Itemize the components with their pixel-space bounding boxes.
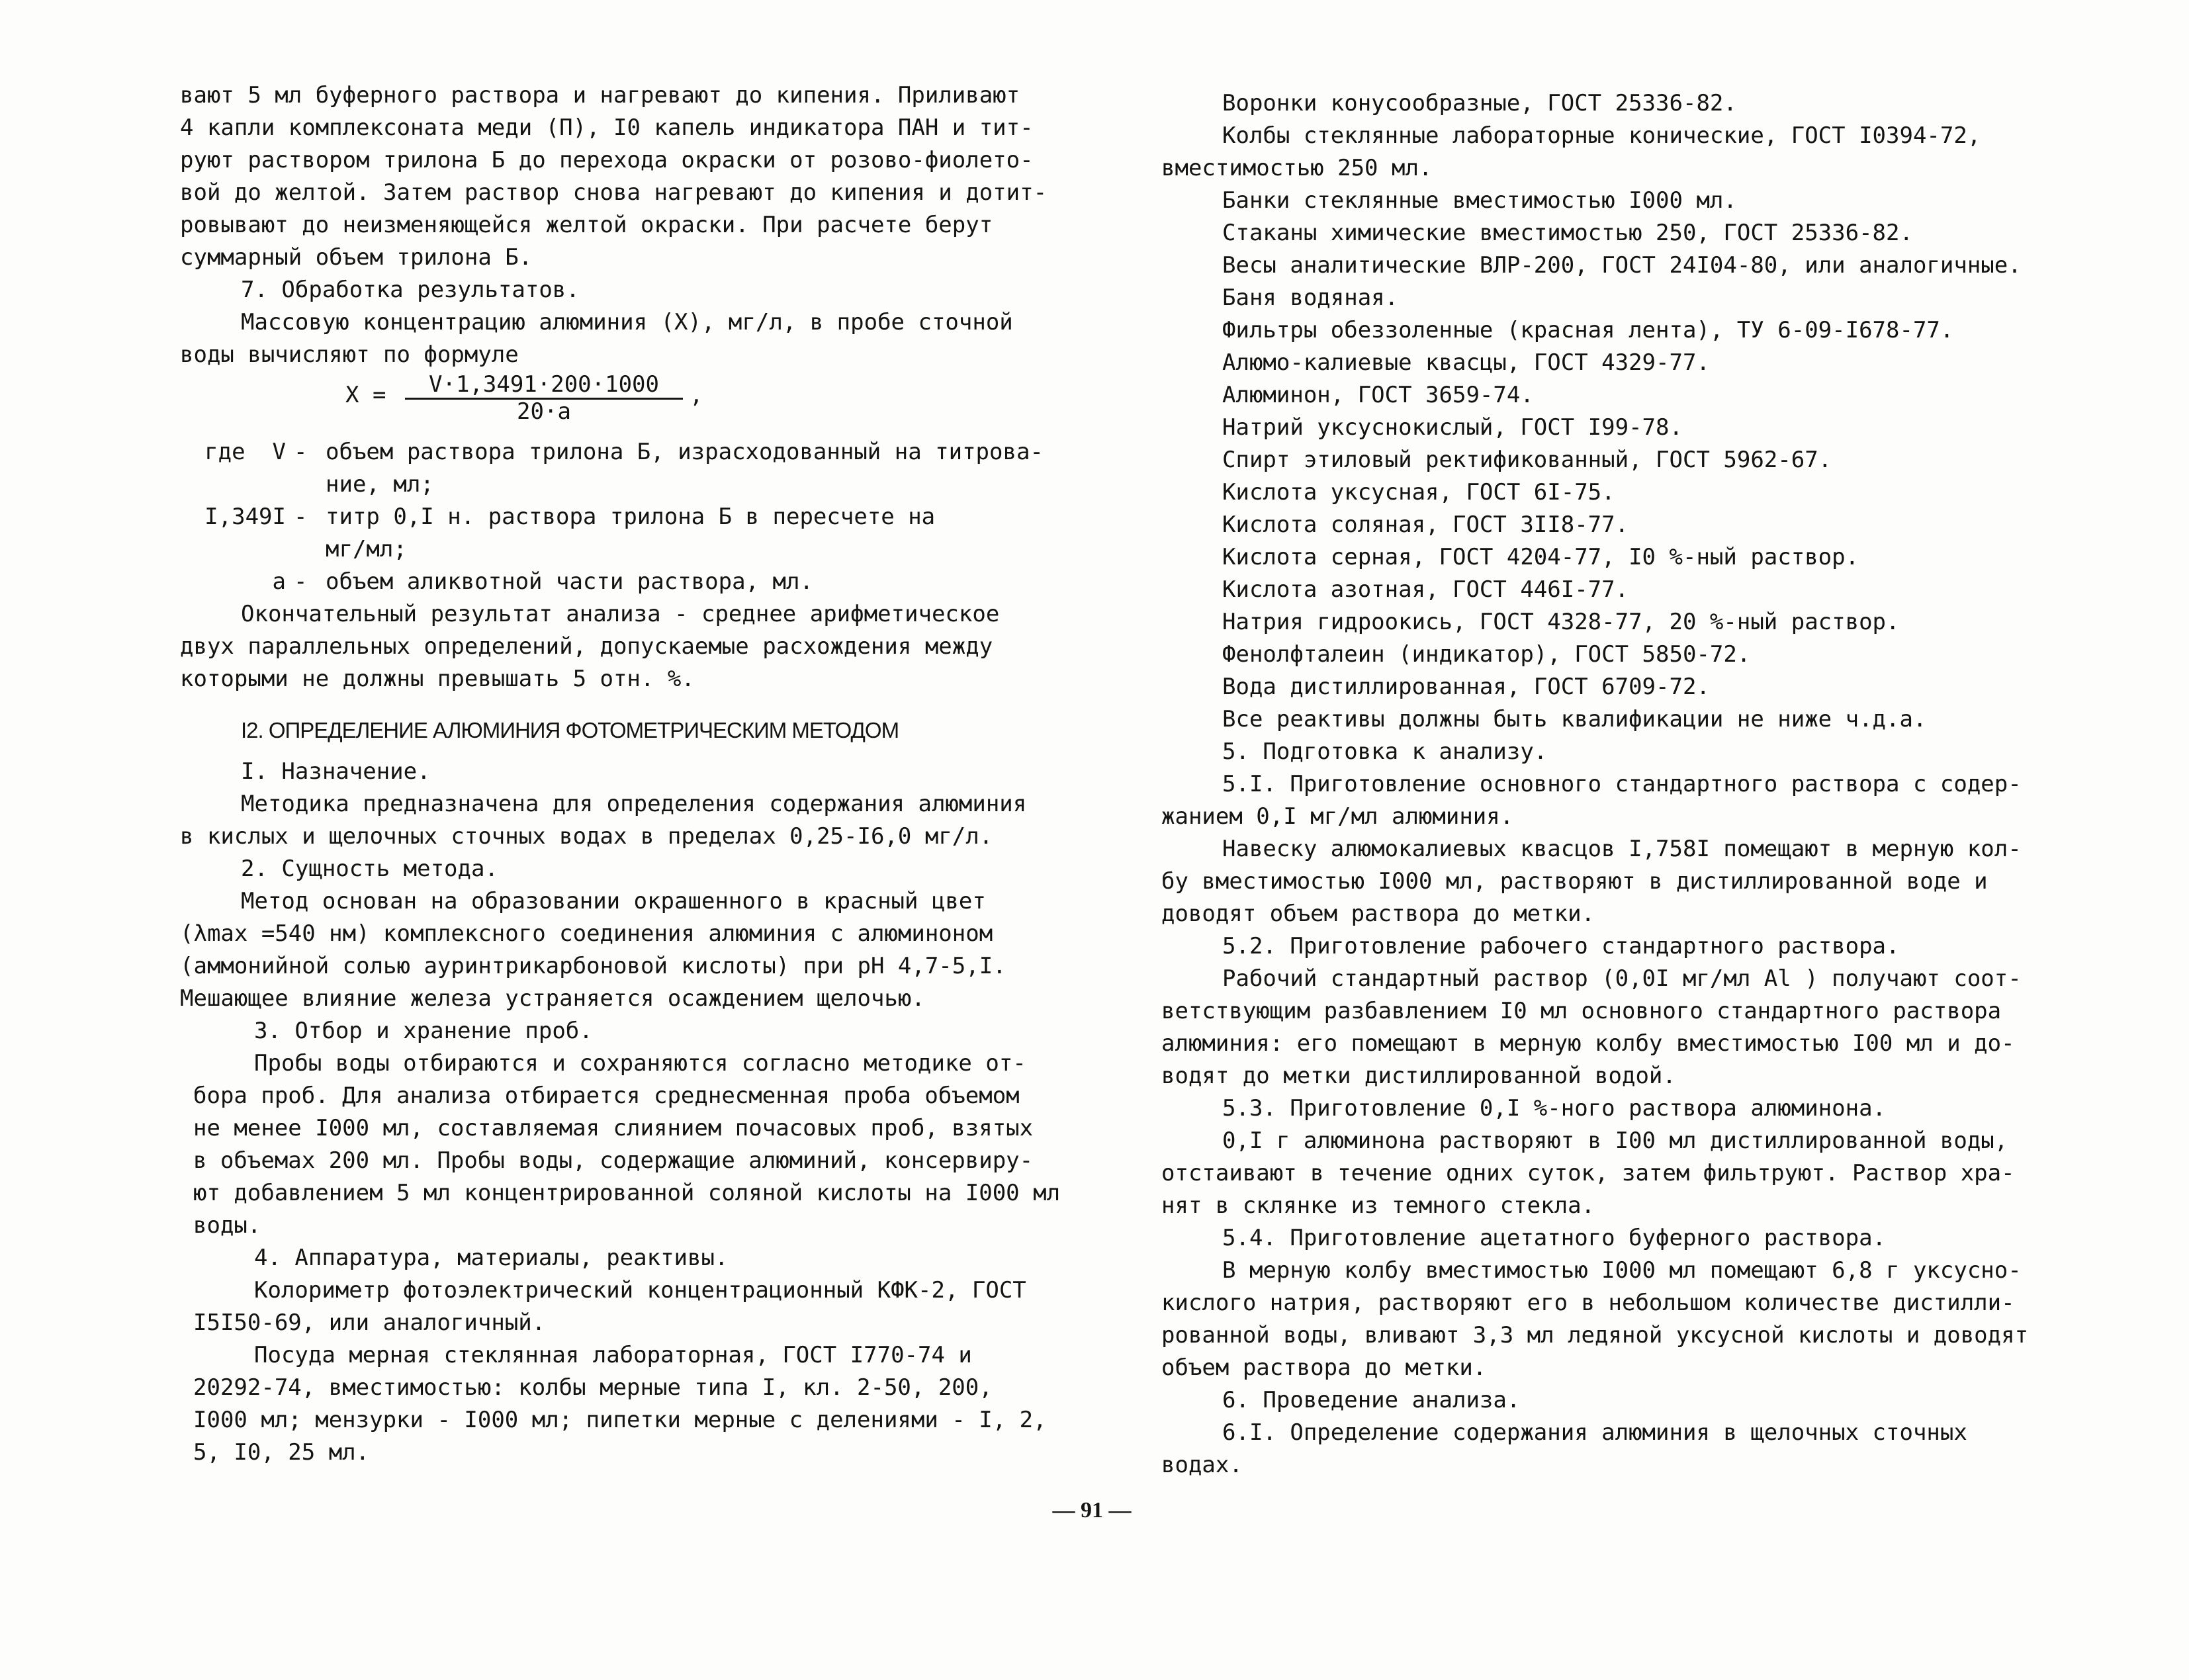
text-line: двух параллельных определений, допускаемые расхождения между: [180, 633, 993, 660]
chapter-heading: I2. ОПРЕДЕЛЕНИЕ АЛЮМИНИЯ ФОТОМЕТРИЧЕСКИМ МЕТОДОМ: [241, 718, 899, 742]
text-line: (λmax =540 нм) комплексного соединения алюминия с алюминоном: [180, 920, 993, 947]
legend-cont-text: мг/мл;: [326, 536, 407, 562]
text-line: Рабочий стандартный раствор (0,0I мг/мл Al ) получают соот-: [1222, 965, 2022, 992]
text-line: I5I50-69, или аналогичный.: [193, 1309, 546, 1336]
text-line: I000 мл; мензурки - I000 мл; пипетки мерные с делениями - I, 2,: [193, 1407, 1047, 1433]
list-item: Колбы стеклянные лабораторные конические, ГОСТ I0394-72,: [1222, 122, 1981, 149]
text-line: В мерную колбу вместимостью I000 мл помещают 6,8 г уксусно-: [1222, 1257, 2022, 1284]
list-item: Фенолфталеин (индикатор), ГОСТ 5850-72.: [1222, 641, 1751, 668]
text-line: бора проб. Для анализа отбирается среднесменная проба объемом: [193, 1083, 1020, 1109]
list-item: Алюмо-калиевые квасцы, ГОСТ 4329-77.: [1222, 349, 1710, 376]
text-line: Посуда мерная стеклянная лабораторная, ГОСТ I770-74 и: [254, 1342, 972, 1368]
section-title: 5.4. Приготовление ацетатного буферного раствора.: [1222, 1225, 1887, 1251]
page-number: — 91 —: [1052, 1498, 1132, 1523]
text-line: Массовую концентрацию алюминия (X), мг/л, в пробе сточной: [241, 309, 1013, 335]
list-item: Кислота азотная, ГОСТ 446I-77.: [1222, 576, 1629, 603]
legend-row: [180, 501, 1047, 533]
text-line: Колориметр фотоэлектрический концентрационный КФК-2, ГОСТ: [254, 1277, 1026, 1304]
legend-row: [180, 566, 1047, 598]
section-title: 5.I. Приготовление основного стандартного раствора с содер-: [1222, 771, 2022, 797]
legend-dash: -: [294, 504, 308, 530]
legend-desc: объем раствора трилона Б, израсходованный на титрова-: [326, 439, 1044, 465]
legend-cont: [180, 533, 1047, 566]
text-line: нят в склянке из темного стекла.: [1161, 1192, 1595, 1219]
formula-comma: ,: [690, 382, 703, 408]
formula-denominator: 20·a: [517, 398, 571, 425]
text-line: Метод основан на образовании окрашенного в красный цвет: [241, 888, 986, 914]
text-line: водят до метки дистиллированной водой.: [1161, 1063, 1676, 1089]
formula: [180, 371, 1047, 436]
text-line: Методика предназначена для определения содержания алюминия: [241, 791, 1027, 817]
legend-desc: объем аликвотной части раствора, мл.: [326, 568, 813, 595]
text-line: доводят объем раствора до метки.: [1161, 901, 1595, 927]
text-line: руют раствором трилона Б до перехода окраски от розово-фиолето-: [180, 147, 1034, 173]
section-title: 5.2. Приготовление рабочего стандартного раствора.: [1222, 933, 1900, 959]
text-line: которыми не должны превышать 5 отн. %.: [180, 666, 695, 692]
text-line: ровывают до неизменяющейся желтой окраски. При расчете берут: [180, 212, 993, 238]
list-item: Воронки конусообразные, ГОСТ 25336-82.: [1222, 90, 1737, 116]
legend-dash: -: [294, 439, 308, 465]
section-title: 7. Обработка результатов.: [241, 277, 580, 303]
section-title: 5.3. Приготовление 0,I %-ного раствора алюминона.: [1222, 1095, 1887, 1122]
formula-lhs: X =: [345, 382, 386, 408]
section-title: 3. Отбор и хранение проб.: [254, 1018, 593, 1044]
text-line: 0,I г алюминона растворяют в I00 мл дистиллированной воды,: [1222, 1127, 2008, 1154]
text-line: ветствующим разбавлением I0 мл основного стандартного раствора: [1161, 998, 2002, 1024]
section-title: 6.I. Определение содержания алюминия в щелочных сточных: [1222, 1419, 1967, 1446]
text-line: в объемах 200 мл. Пробы воды, содержащие алюминий, консервиру-: [193, 1147, 1034, 1174]
formula-numerator: V·1,3491·200·1000: [405, 371, 683, 400]
legend-dash: -: [294, 568, 308, 595]
text-line: алюминия: его помещают в мерную колбу вместимостью I00 мл и до-: [1161, 1030, 2015, 1057]
list-item: Кислота соляная, ГОСТ 3II8-77.: [1222, 511, 1629, 538]
text-line: вают 5 мл буферного раствора и нагревают до кипения. Приливают: [180, 82, 1020, 109]
legend-term: а: [272, 568, 286, 595]
text-line: кислого натрия, растворяют его в небольшом количестве дистилли-: [1161, 1290, 2015, 1316]
section-title: 5. Подготовка к анализу.: [1222, 738, 1548, 765]
text-line: объем раствора до метки.: [1161, 1354, 1487, 1381]
text-line: Навеску алюмокалиевых квасцов I,758I помещают в мерную кол-: [1222, 836, 2022, 862]
text-line: не менее I000 мл, составляемая слиянием почасовых проб, взятых: [193, 1115, 1034, 1141]
text-line: водах.: [1161, 1452, 1243, 1478]
legend-term: где V: [204, 439, 286, 465]
section-title: 6. Проведение анализа.: [1222, 1387, 1521, 1413]
list-item: Натрия гидроокись, ГОСТ 4328-77, 20 %-ный раствор.: [1222, 609, 1900, 635]
formula-fraction: [405, 371, 683, 423]
legend-cont: [180, 468, 1047, 501]
text-line: 5, I0, 25 мл.: [193, 1439, 370, 1466]
list-item: Весы аналитические ВЛР-200, ГОСТ 24I04-80, или аналогичные.: [1222, 252, 2022, 279]
text-line: 20292-74, вместимостью: колбы мерные типа I, кл. 2-50, 200,: [193, 1374, 993, 1401]
text-line: воды.: [193, 1212, 261, 1239]
text-line: в кислых и щелочных сточных водах в пределах 0,25-I6,0 мг/л.: [180, 823, 993, 850]
list-item: Банки стеклянные вместимостью I000 мл.: [1222, 187, 1737, 214]
list-item: Кислота уксусная, ГОСТ 6I-75.: [1222, 479, 1615, 506]
list-item: Фильтры обеззоленные (красная лента), ТУ 6-09-I678-77.: [1222, 317, 1954, 343]
text-line: воды вычисляют по формуле: [180, 341, 519, 368]
list-item: Кислота серная, ГОСТ 4204-77, I0 %-ный раствор.: [1222, 544, 1859, 570]
left-column: [180, 79, 1061, 1469]
list-item: Вода дистиллированная, ГОСТ 6709-72.: [1222, 674, 1710, 700]
list-item: Натрий уксуснокислый, ГОСТ I99-78.: [1222, 414, 1683, 441]
text-line: вместимостью 250 мл.: [1161, 155, 1433, 181]
legend-row: [180, 436, 1047, 468]
text-line: отстаивают в течение одних суток, затем фильтруют. Раствор хра-: [1161, 1160, 2015, 1186]
legend-term: I,349I: [204, 504, 286, 530]
legend-cont-text: ние, мл;: [326, 471, 434, 498]
text-line: 4 капли комплексоната меди (П), I0 капель индикатора ПАН и тит-: [180, 114, 1034, 141]
text-line: Мешающее влияние железа устраняется осаждением щелочью.: [180, 985, 925, 1012]
text-line: бу вместимостью I000 мл, растворяют в дистиллированной воде и: [1161, 868, 1988, 895]
section-title: I. Назначение.: [241, 758, 431, 785]
text-line: суммарный объем трилона Б.: [180, 244, 533, 271]
text-line: рованной воды, вливают 3,3 мл ледяной уксусной кислоты и доводят: [1161, 1322, 2029, 1348]
section-title: 4. Аппаратура, материалы, реактивы.: [254, 1245, 729, 1271]
list-item: Баня водяная.: [1222, 285, 1399, 311]
list-item: Стаканы химические вместимостью 250, ГОСТ 25336-82.: [1222, 220, 1913, 246]
legend-desc: титр 0,I н. раствора трилона Б в пересчете на: [326, 504, 936, 530]
text-line: вой до желтой. Затем раствор снова нагревают до кипения и дотит-: [180, 179, 1048, 206]
list-item: Алюминон, ГОСТ 3659-74.: [1222, 382, 1534, 408]
text-line: Пробы воды отбираются и сохраняются согласно методике от-: [254, 1050, 1026, 1077]
right-column: [1161, 87, 2028, 1481]
text-line: Все реактивы должны быть квалификации не ниже ч.д.а.: [1222, 706, 1927, 732]
text-line: Окончательный результат анализа - среднее арифметическое: [241, 601, 1000, 627]
paragraph-titration: [180, 79, 1047, 274]
section-title: 2. Сущность метода.: [241, 856, 498, 882]
list-item: Спирт этиловый ректификованный, ГОСТ 5962-67.: [1222, 447, 1832, 473]
formula-legend: [180, 436, 1047, 598]
text-line: жанием 0,I мг/мл алюминия.: [1161, 803, 1514, 830]
text-line: (аммонийной солью ауринтрикарбоновой кислоты) при pH 4,7-5,I.: [180, 953, 1006, 979]
text-line: ют добавлением 5 мл концентрированной соляной кислоты на I000 мл: [193, 1180, 1061, 1206]
